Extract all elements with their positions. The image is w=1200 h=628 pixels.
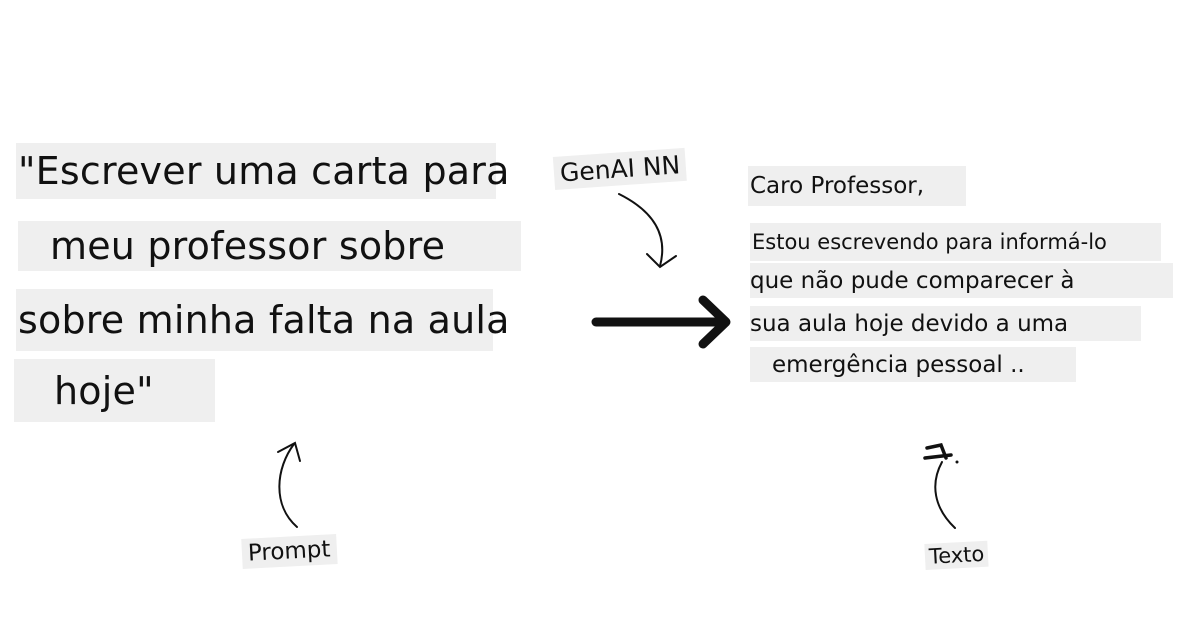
output-line-1: Estou escrevendo para informá-lo bbox=[750, 223, 1161, 261]
prompt-line-1: "Escrever uma carta para bbox=[16, 143, 496, 199]
prompt-line-2: meu professor sobre bbox=[18, 221, 521, 271]
model-pointer-arrow-icon bbox=[619, 194, 676, 267]
output-label: Texto bbox=[924, 541, 989, 570]
prompt-line-4: hoje" bbox=[14, 359, 215, 422]
output-line-2: que não pude comparecer à bbox=[750, 263, 1173, 298]
output-greeting: Caro Professor, bbox=[748, 166, 966, 206]
model-label: GenAI NN bbox=[553, 148, 687, 190]
output-line-4: emergência pessoal .. bbox=[750, 347, 1076, 382]
main-arrow-icon bbox=[596, 300, 726, 344]
output-pointer-arrow-icon bbox=[935, 462, 955, 528]
output-line-3: sua aula hoje devido a uma bbox=[750, 306, 1141, 341]
output-dot-icon bbox=[956, 461, 959, 464]
prompt-line-3: sobre minha falta na aula bbox=[16, 289, 493, 351]
prompt-pointer-arrow-icon bbox=[278, 443, 300, 527]
prompt-label: Prompt bbox=[241, 534, 337, 569]
output-hook-mark-icon bbox=[925, 445, 951, 458]
